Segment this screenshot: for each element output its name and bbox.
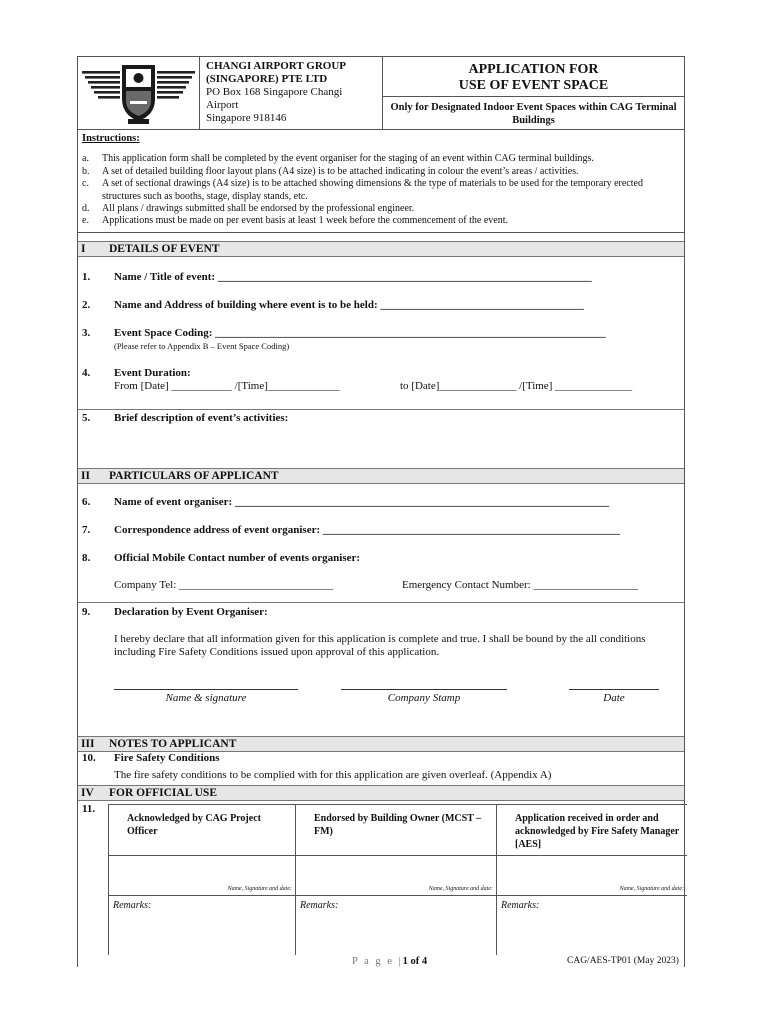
form-subtitle: Only for Designated Indoor Event Spaces within CAG Terminal Buildings — [390, 102, 677, 126]
address-line-2: Airport — [206, 99, 239, 111]
event-name-field[interactable]: Name / Title of event: ____________________________________________________________________ — [114, 270, 592, 283]
question-number: 5. — [82, 411, 91, 424]
declaration-label: Declaration by Event Organiser: — [114, 605, 268, 618]
instruction-letter: d. — [82, 203, 90, 215]
stamp-line — [341, 689, 507, 690]
cag-logo — [78, 57, 200, 129]
org-name: CHANGI AIRPORT GROUP (SINGAPORE) PTE LTD — [206, 60, 346, 85]
official-use-table — [108, 804, 687, 955]
question-number: 6. — [82, 495, 91, 508]
date-line — [569, 689, 659, 690]
instruction-item — [82, 166, 680, 178]
fire-safety-manager-signature-cell[interactable]: Name, Signature and date: — [497, 855, 687, 895]
section-title: DETAILS OF EVENT — [109, 242, 220, 255]
fire-safety-text: The fire safety conditions to be complied with for this application are given overleaf. (Appendix A) — [114, 768, 552, 781]
form-header — [78, 57, 684, 130]
form-title — [383, 57, 684, 97]
question-1[interactable] — [78, 271, 684, 299]
signature-row — [114, 689, 684, 705]
instruction-item — [82, 153, 680, 165]
event-space-coding-field[interactable]: Event Space Coding: _______________________________________________________________________ — [114, 326, 606, 339]
instruction-letter: e. — [82, 215, 89, 227]
section-1-header — [78, 241, 684, 257]
crest-icon — [78, 57, 199, 129]
building-owner-signature-cell[interactable]: Name, Signature and date: — [296, 855, 497, 895]
question-3[interactable] — [78, 327, 684, 367]
question-10 — [78, 752, 684, 785]
page-number — [352, 956, 427, 967]
question-number: 7. — [82, 523, 91, 536]
form-title-line-1: APPLICATION FOR — [468, 62, 599, 77]
question-9 — [78, 602, 684, 736]
signature-line — [114, 689, 298, 690]
instruction-text: All plans / drawings submitted shall be endorsed by the professional engineer. — [102, 203, 415, 215]
event-to-field[interactable]: to [Date]______________ /[Time] ______________ — [400, 379, 633, 392]
instruction-text: A set of detailed building floor layout plans (A4 size) is to be attached indicating in colour the event’s areas / activities. — [102, 165, 579, 177]
question-number: 4. — [82, 366, 91, 379]
fire-safety-manager-remarks-cell[interactable]: Remarks: — [497, 895, 687, 955]
section-title: NOTES TO APPLICANT — [109, 737, 237, 750]
instructions — [78, 130, 684, 233]
question-number: 2. — [82, 298, 91, 311]
form-title-line-2: USE OF EVENT SPACE — [458, 78, 609, 93]
section-number: II — [81, 469, 90, 482]
org-address — [200, 57, 383, 129]
question-number: 10. — [82, 751, 96, 764]
cag-officer-signature-cell[interactable]: Name, Signature and date: — [109, 855, 296, 895]
building-owner-remarks-cell[interactable]: Remarks: — [296, 895, 497, 955]
section-title: FOR OFFICIAL USE — [109, 786, 217, 799]
question-number: 9. — [82, 605, 91, 618]
date-caption: Date — [603, 691, 625, 704]
section-4-header — [78, 785, 684, 801]
instruction-item — [82, 203, 680, 215]
event-from-field[interactable]: From [Date] ___________ /[Time]_____________ — [114, 379, 340, 392]
section-number: III — [81, 737, 95, 750]
fire-safety-manager-header: Application received in order and acknowledged by Fire Safety Manager [AES] — [515, 812, 680, 850]
organiser-address-field[interactable]: Correspondence address of event organiser: ______________________________________________________ — [114, 523, 620, 536]
question-4[interactable] — [78, 367, 684, 409]
declaration-text: I hereby declare that all information given for this application is complete and true. I shall be bound by the all conditions including Fire Safety Conditions issued upon approval of this application. — [114, 632, 646, 658]
section-number: IV — [81, 786, 94, 799]
company-tel-field[interactable]: Company Tel: ____________________________ — [114, 578, 334, 591]
signature-name-col[interactable] — [114, 689, 298, 705]
emergency-contact-field[interactable]: Emergency Contact Number: ___________________ — [402, 578, 638, 591]
question-2[interactable] — [78, 299, 684, 327]
company-stamp-col[interactable] — [341, 689, 507, 705]
cag-officer-remarks-cell[interactable]: Remarks: — [109, 895, 296, 955]
question-5[interactable] — [78, 409, 684, 468]
contact-number-label: Official Mobile Contact number of events organiser: — [114, 551, 361, 564]
page-count: 1 of 4 — [402, 956, 428, 967]
event-space-coding-note: (Please refer to Appendix B – Event Space Coding) — [114, 340, 290, 351]
question-8[interactable] — [78, 552, 684, 602]
fire-safety-label: Fire Safety Conditions — [114, 751, 220, 764]
address-line-1: PO Box 168 Singapore Changi — [206, 86, 343, 98]
date-col[interactable] — [569, 689, 659, 705]
instruction-text: A set of sectional drawings (A4 size) is to be attached showing dimensions & the type of materials to be used for the temporary erected structures such as booths, stage, display stands, etc. — [102, 178, 643, 202]
section-title: PARTICULARS OF APPLICANT — [109, 469, 279, 482]
stamp-caption: Company Stamp — [387, 691, 461, 704]
instruction-item — [82, 215, 680, 227]
instruction-item — [82, 178, 680, 203]
address-line-3: Singapore 918146 — [206, 112, 287, 124]
question-number: 1. — [82, 270, 91, 283]
instruction-text: This application form shall be completed by the event organiser for the staging of an event within CAG terminal buildings. — [102, 153, 594, 165]
question-6[interactable] — [78, 496, 684, 524]
question-number: 11. — [82, 802, 96, 815]
section-number: I — [81, 242, 86, 255]
organiser-name-field[interactable]: Name of event organiser: ____________________________________________________________________ — [114, 495, 609, 508]
form-title-block — [383, 57, 684, 129]
instruction-letter: c. — [82, 178, 89, 190]
official-use-block — [78, 801, 684, 967]
cag-officer-header: Acknowledged by CAG Project Officer — [109, 805, 296, 855]
signature-caption: Name & signature — [165, 691, 247, 704]
instruction-text: Applications must be made on per event basis at least 1 week before the commencement of the event. — [102, 215, 508, 227]
page-prefix: P a g e | — [352, 956, 403, 967]
form-frame — [77, 56, 685, 967]
instructions-heading: Instructions: — [82, 133, 140, 144]
section-2-header — [78, 468, 684, 484]
instruction-letter: a. — [82, 153, 89, 165]
event-duration-label: Event Duration: — [114, 366, 191, 379]
form-code: CAG/AES-TP01 (May 2023) — [567, 956, 679, 966]
section-3-header — [78, 736, 684, 752]
question-number: 3. — [82, 326, 91, 339]
question-7[interactable] — [78, 524, 684, 552]
event-description-field[interactable]: Brief description of event’s activities: — [114, 411, 289, 424]
instruction-letter: b. — [82, 165, 90, 177]
building-address-field[interactable]: Name and Address of building where event is to be held: _____________________________________ — [114, 298, 584, 311]
question-number: 8. — [82, 551, 91, 564]
building-owner-header: Endorsed by Building Owner (MCST – FM) — [296, 805, 497, 855]
